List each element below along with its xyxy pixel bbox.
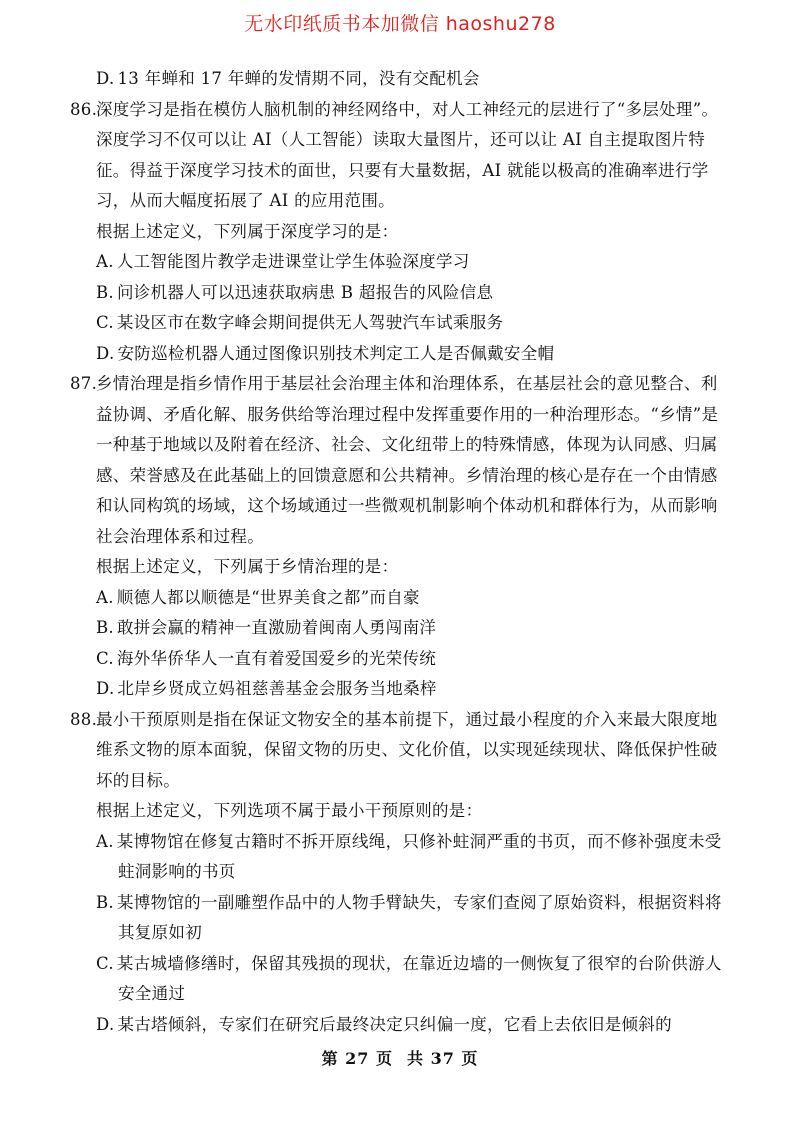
question-ask: 根据上述定义，下列属于乡情治理的是：	[96, 557, 399, 576]
option-text: 海外华侨华人一直有着爱国爱乡的光荣传统	[116, 648, 437, 668]
question-number: 86.	[70, 99, 98, 119]
option-label: A.	[96, 831, 114, 851]
document-body	[70, 64, 726, 1040]
option-text: 人工智能图片教学走进课堂让学生体验深度学习	[116, 252, 470, 271]
question-86	[70, 95, 726, 370]
option-label: D.	[96, 1014, 115, 1034]
option-text: 北岸乡贤成立妈祖慈善基金会服务当地桑梓	[117, 679, 437, 698]
option-label: D.	[96, 343, 115, 363]
option-text: 安防巡检机器人通过图像识别技术判定工人是否佩戴安全帽	[117, 343, 555, 363]
option-c	[96, 308, 726, 339]
option-text: 顺德人都以顺德是“世界美食之都”而自豪	[116, 587, 420, 607]
option-b	[96, 888, 726, 949]
option-d	[96, 339, 726, 370]
option-a	[96, 583, 726, 614]
option-text: 某古塔倾斜，专家们在研究后最终决定只纠偏一度，它看上去依旧是倾斜的	[117, 1014, 672, 1034]
question-stem: 深度学习是指在模仿人脑机制的神经网络中，对人工神经元的层进行了“多层处理”。深度学习不仅可以让 AI（人工智能）读取大量图片，还可以让 AI 自主提取图片特征。得益于深度学习技术的面世，只要有大量数据，AI 就能以极高的准确率进行学习，从而大幅度拓展了 AI 的应用范围。	[96, 99, 719, 210]
question-88	[70, 705, 726, 1041]
option-label: C.	[96, 313, 114, 332]
watermark-text: 无水印纸质书本加微信 haoshu278	[244, 13, 556, 35]
option-text: 某博物馆在修复古籍时不拆开原线绳，只修补蛀洞严重的书页，而不修补强度未受蛀洞影响的书页	[116, 831, 722, 881]
option-label: A.	[96, 252, 114, 271]
question-stem: 最小干预原则是指在保证文物安全的基本前提下，通过最小程度的介入来最大限度地维系文物的原本面貌，保留文物的历史、文化价值，以实现延续现状、降低保护性破坏的目标。	[96, 709, 718, 790]
question-ask: 根据上述定义，下列选项不属于最小干预原则的是：	[96, 801, 483, 820]
question-87	[70, 369, 726, 705]
option-a	[96, 827, 726, 888]
option-label: B.	[96, 282, 114, 302]
option-label: B.	[96, 618, 114, 637]
option-c	[96, 644, 726, 675]
option-label: B.	[96, 892, 114, 912]
page-total: 共 37 页	[407, 1049, 479, 1068]
option-text: 问诊机器人可以迅速获取病患 B 超报告的风险信息	[116, 282, 494, 302]
option-d	[96, 1010, 726, 1041]
option-d-prev	[96, 64, 726, 95]
option-text: 13 年蝉和 17 年蝉的发情期不同，没有交配机会	[117, 69, 480, 88]
page-footer	[0, 1046, 800, 1069]
page-number: 第 27 页	[321, 1049, 393, 1068]
question-stem: 乡情治理是指乡情作用于基层社会治理主体和治理体系，在基层社会的意见整合、利益协调、矛盾化解、服务供给等治理过程中发挥重要作用的一种治理形态。“乡情”是一种基于地域以及附着在经济、社会、文化纽带上的特殊情感，体现为认同感、归属感、荣誉感及在此基础上的回馈意愿和公共精神。乡情治理的核心是存在一个由情感和认同构筑的场域，这个场域通过一些微观机制影响个体动机和群体行为，从而影响社会治理体系和过程。	[96, 374, 719, 546]
option-text: 某设区市在数字峰会期间提供无人驾驶汽车试乘服务	[116, 313, 504, 332]
question-number: 88.	[70, 709, 98, 729]
option-label: D.	[96, 69, 115, 88]
option-label: A.	[96, 587, 114, 607]
option-label: C.	[96, 648, 114, 668]
option-label: C.	[96, 953, 114, 973]
option-b	[96, 278, 726, 309]
question-number: 87.	[70, 374, 98, 393]
option-label: D.	[96, 679, 115, 698]
option-text: 敢拼会赢的精神一直激励着闽南人勇闯南洋	[116, 618, 437, 637]
option-text: 某古城墙修缮时，保留其残损的现状，在靠近边墙的一侧恢复了很窄的台阶供游人安全通过	[116, 953, 722, 1003]
option-text: 某博物馆的一副雕塑作品中的人物手臂缺失，专家们查阅了原始资料，根据资料将其复原如初	[116, 892, 722, 942]
option-c	[96, 949, 726, 1010]
question-ask: 根据上述定义，下列属于深度学习的是：	[96, 221, 399, 241]
option-a	[96, 247, 726, 278]
option-d	[96, 674, 726, 705]
option-b	[96, 613, 726, 644]
